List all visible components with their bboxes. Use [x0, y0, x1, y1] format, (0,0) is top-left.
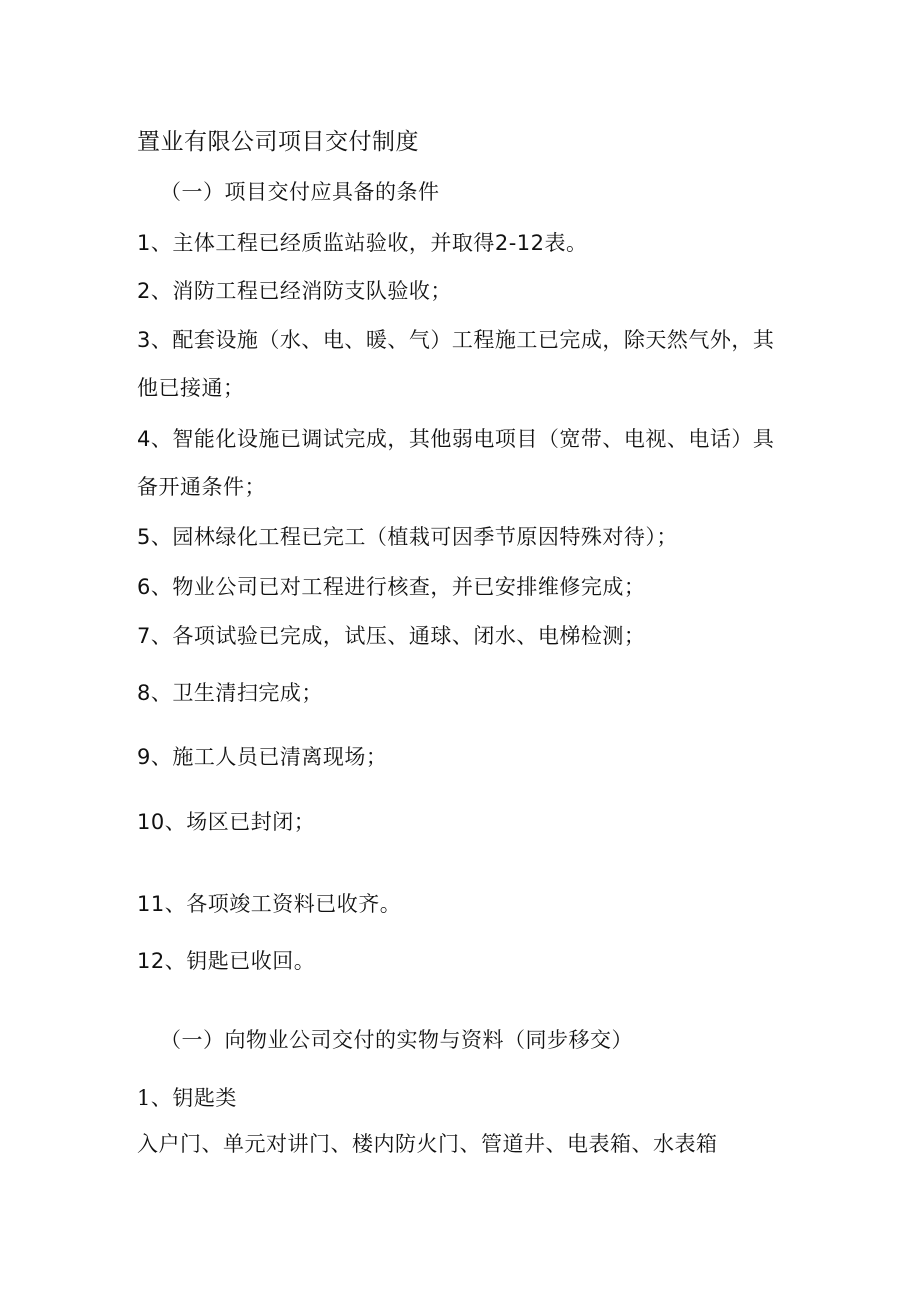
condition-item: 1、主体工程已经质监站验收，并取得2-12表。 [137, 231, 588, 255]
keys-list: 入户门、单元对讲门、楼内防火门、管道井、电表箱、水表箱 [137, 1132, 718, 1156]
condition-item: 10、场区已封闭； [137, 810, 316, 834]
condition-item: 11、各项竣工资料已收齐。 [137, 892, 402, 916]
condition-item: 2、消防工程已经消防支队验收； [137, 279, 452, 303]
condition-item: 6、物业公司已对工程进行核查，并已安排维修完成； [137, 575, 646, 599]
section-heading-handover: （一）向物业公司交付的实物与资料（同步移交） [160, 1028, 633, 1052]
condition-item: 4、智能化设施已调试完成，其他弱电项目（宽带、电视、电话）具 [137, 427, 775, 451]
condition-item: 9、施工人员已清离现场； [137, 745, 388, 769]
section-heading-conditions: （一）项目交付应具备的条件 [160, 180, 440, 204]
condition-item-continuation: 备开通条件； [137, 475, 266, 499]
condition-item: 3、配套设施（水、电、暖、气）工程施工已完成，除天然气外，其 [137, 328, 775, 352]
condition-item: 7、各项试验已完成，试压、通球、闭水、电梯检测； [137, 624, 646, 648]
condition-item-continuation: 他已接通； [137, 376, 245, 400]
condition-item: 5、园林绿化工程已完工（植栽可因季节原因特殊对待）； [137, 525, 678, 549]
keys-heading: 1、钥匙类 [137, 1086, 237, 1110]
document-title: 置业有限公司项目交付制度 [137, 129, 419, 155]
condition-item: 8、卫生清扫完成； [137, 681, 323, 705]
condition-item: 12、钥匙已收回。 [137, 949, 316, 973]
